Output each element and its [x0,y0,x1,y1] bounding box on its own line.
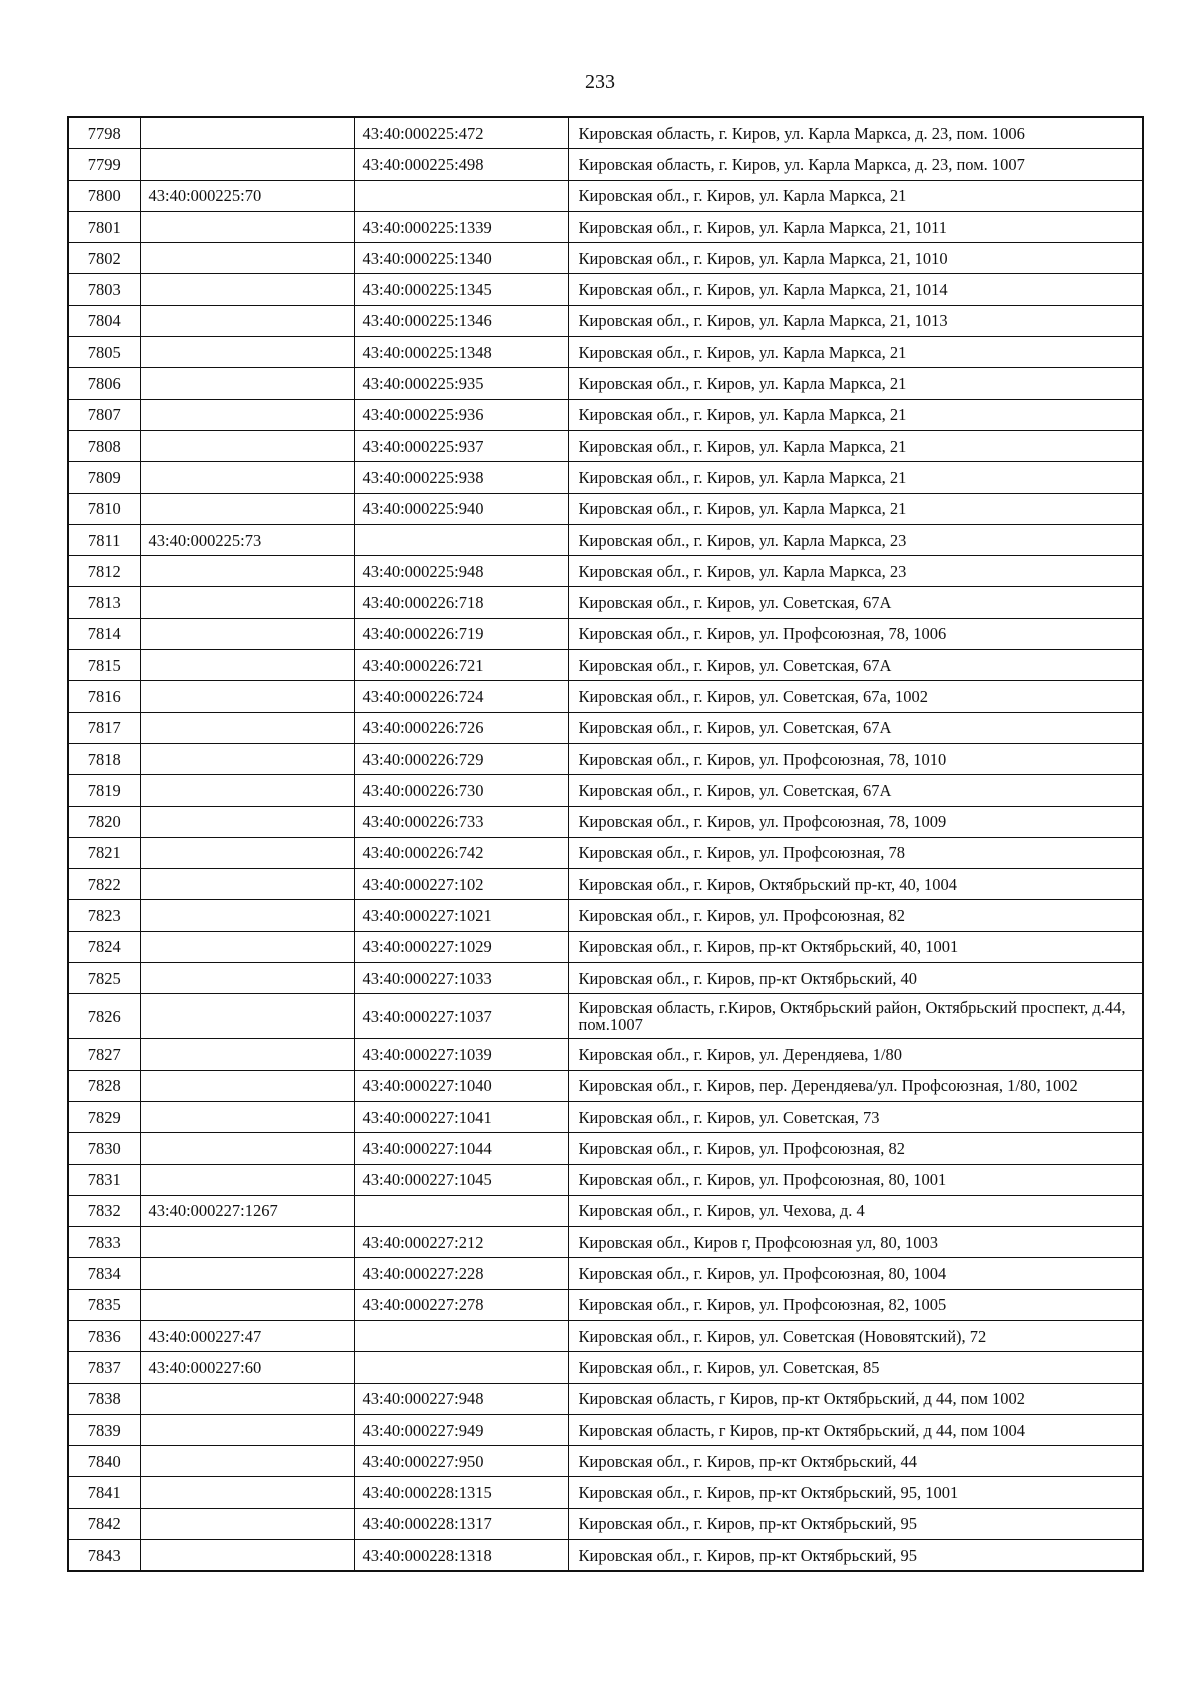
table-row [68,806,1143,837]
land-plot-cadastral-cell [140,556,354,587]
land-plot-cadastral-cell [140,1383,354,1414]
premises-cadastral-cell: 43:40:000226:721 [354,650,568,681]
row-number-cell: 7830 [68,1133,140,1164]
row-number-cell: 7840 [68,1446,140,1477]
premises-cadastral-cell: 43:40:000226:742 [354,837,568,868]
land-plot-cadastral-cell [140,1039,354,1070]
table-row [68,211,1143,242]
address-cell: Кировская обл., г. Киров, ул. Профсоюзная, 82, 1005 [568,1289,1143,1320]
table-row [68,994,1143,1039]
premises-cadastral-cell: 43:40:000226:733 [354,806,568,837]
premises-cadastral-cell: 43:40:000227:949 [354,1414,568,1445]
row-number-cell: 7816 [68,681,140,712]
land-plot-cadastral-cell [140,1101,354,1132]
land-plot-cadastral-cell [140,1164,354,1195]
premises-cadastral-cell: 43:40:000228:1318 [354,1540,568,1572]
table-row [68,1508,1143,1539]
table-row [68,1320,1143,1351]
premises-cadastral-cell: 43:40:000225:948 [354,556,568,587]
row-number-cell: 7839 [68,1414,140,1445]
row-number-cell: 7825 [68,963,140,994]
address-cell: Кировская обл., г. Киров, ул. Профсоюзная, 80, 1004 [568,1258,1143,1289]
premises-cadastral-cell: 43:40:000226:719 [354,618,568,649]
premises-cadastral-cell: 43:40:000225:1345 [354,274,568,305]
row-number-cell: 7821 [68,837,140,868]
row-number-cell: 7823 [68,900,140,931]
row-number-cell: 7808 [68,430,140,461]
land-plot-cadastral-cell [140,337,354,368]
land-plot-cadastral-cell: 43:40:000225:70 [140,180,354,211]
row-number-cell: 7835 [68,1289,140,1320]
land-plot-cadastral-cell [140,806,354,837]
address-cell: Кировская обл., г. Киров, ул. Советская, 67А [568,587,1143,618]
table-row [68,1414,1143,1445]
row-number-cell: 7805 [68,337,140,368]
row-number-cell: 7843 [68,1540,140,1572]
address-cell: Кировская обл., г. Киров, ул. Советская, 67а, 1002 [568,681,1143,712]
premises-cadastral-cell: 43:40:000226:718 [354,587,568,618]
address-cell: Кировская обл., г. Киров, ул. Карла Маркса, 21 [568,430,1143,461]
address-cell: Кировская обл., г. Киров, ул. Профсоюзная, 82 [568,900,1143,931]
table-row [68,618,1143,649]
table-row [68,368,1143,399]
property-registry-table [67,116,1144,1572]
premises-cadastral-cell: 43:40:000226:724 [354,681,568,712]
table-row [68,430,1143,461]
land-plot-cadastral-cell [140,1414,354,1445]
land-plot-cadastral-cell [140,1540,354,1572]
row-number-cell: 7842 [68,1508,140,1539]
row-number-cell: 7811 [68,524,140,555]
row-number-cell: 7824 [68,931,140,962]
row-number-cell: 7802 [68,243,140,274]
premises-cadastral-cell: 43:40:000225:472 [354,117,568,149]
land-plot-cadastral-cell: 43:40:000227:60 [140,1352,354,1383]
address-cell: Кировская обл., г. Киров, ул. Карла Маркса, 21 [568,180,1143,211]
premises-cadastral-cell: 43:40:000227:278 [354,1289,568,1320]
table-row [68,900,1143,931]
address-cell: Кировская обл., г. Киров, пр-кт Октябрьский, 95 [568,1508,1143,1539]
address-cell: Кировская обл., г. Киров, ул. Карла Маркса, 23 [568,524,1143,555]
row-number-cell: 7837 [68,1352,140,1383]
address-cell: Кировская обл., г. Киров, ул. Карла Маркса, 21, 1011 [568,211,1143,242]
table-row [68,305,1143,336]
table-row [68,462,1143,493]
premises-cadastral-cell: 43:40:000227:1041 [354,1101,568,1132]
address-cell: Кировская обл., г. Киров, ул. Советская, 67А [568,650,1143,681]
land-plot-cadastral-cell [140,712,354,743]
land-plot-cadastral-cell: 43:40:000225:73 [140,524,354,555]
row-number-cell: 7822 [68,869,140,900]
address-cell: Кировская обл., г. Киров, пр-кт Октябрьский, 40 [568,963,1143,994]
land-plot-cadastral-cell [140,1227,354,1258]
address-cell: Кировская обл., г. Киров, ул. Советская, 67А [568,712,1143,743]
land-plot-cadastral-cell [140,900,354,931]
address-cell: Кировская обл., Киров г, Профсоюзная ул, 80, 1003 [568,1227,1143,1258]
table-row [68,837,1143,868]
row-number-cell: 7804 [68,305,140,336]
land-plot-cadastral-cell [140,837,354,868]
land-plot-cadastral-cell [140,994,354,1039]
land-plot-cadastral-cell [140,1446,354,1477]
address-cell: Кировская обл., г. Киров, ул. Карла Маркса, 21, 1013 [568,305,1143,336]
row-number-cell: 7832 [68,1195,140,1226]
row-number-cell: 7800 [68,180,140,211]
table-row [68,963,1143,994]
table-row [68,493,1143,524]
row-number-cell: 7834 [68,1258,140,1289]
table-row [68,337,1143,368]
table-row [68,1477,1143,1508]
land-plot-cadastral-cell [140,117,354,149]
table-row [68,1227,1143,1258]
premises-cadastral-cell: 43:40:000226:726 [354,712,568,743]
table-row [68,1070,1143,1101]
land-plot-cadastral-cell [140,430,354,461]
address-cell: Кировская обл., г. Киров, ул. Советская, 67А [568,775,1143,806]
row-number-cell: 7826 [68,994,140,1039]
premises-cadastral-cell: 43:40:000227:950 [354,1446,568,1477]
address-cell: Кировская область, г Киров, пр-кт Октябрьский, д 44, пом 1002 [568,1383,1143,1414]
table-row [68,1133,1143,1164]
address-cell: Кировская область, г. Киров, ул. Карла Маркса, д. 23, пом. 1006 [568,117,1143,149]
land-plot-cadastral-cell: 43:40:000227:1267 [140,1195,354,1226]
address-cell: Кировская обл., г. Киров, ул. Профсоюзная, 80, 1001 [568,1164,1143,1195]
row-number-cell: 7833 [68,1227,140,1258]
table-row [68,556,1143,587]
land-plot-cadastral-cell [140,1258,354,1289]
land-plot-cadastral-cell [140,399,354,430]
address-cell: Кировская обл., г. Киров, пр-кт Октябрьский, 95, 1001 [568,1477,1143,1508]
premises-cadastral-cell: 43:40:000225:1339 [354,211,568,242]
address-cell: Кировская обл., г. Киров, ул. Карла Маркса, 21, 1010 [568,243,1143,274]
address-cell: Кировская область, г.Киров, Октябрьский район, Октябрьский проспект, д.44, пом.1007 [568,994,1143,1039]
address-cell: Кировская обл., г. Киров, пр-кт Октябрьский, 40, 1001 [568,931,1143,962]
row-number-cell: 7807 [68,399,140,430]
table-row [68,931,1143,962]
land-plot-cadastral-cell [140,650,354,681]
address-cell: Кировская область, г Киров, пр-кт Октябрьский, д 44, пом 1004 [568,1414,1143,1445]
table-row [68,149,1143,180]
land-plot-cadastral-cell [140,618,354,649]
row-number-cell: 7838 [68,1383,140,1414]
table-row [68,743,1143,774]
land-plot-cadastral-cell [140,305,354,336]
row-number-cell: 7828 [68,1070,140,1101]
table-row [68,1446,1143,1477]
table-row [68,1258,1143,1289]
premises-cadastral-cell: 43:40:000225:936 [354,399,568,430]
table-row [68,180,1143,211]
row-number-cell: 7806 [68,368,140,399]
land-plot-cadastral-cell [140,931,354,962]
land-plot-cadastral-cell [140,1133,354,1164]
premises-cadastral-cell [354,180,568,211]
premises-cadastral-cell: 43:40:000227:1045 [354,1164,568,1195]
table-row [68,524,1143,555]
premises-cadastral-cell [354,524,568,555]
premises-cadastral-cell: 43:40:000225:498 [354,149,568,180]
premises-cadastral-cell: 43:40:000227:102 [354,869,568,900]
address-cell: Кировская обл., г. Киров, ул. Советская, 73 [568,1101,1143,1132]
premises-cadastral-cell: 43:40:000227:1039 [354,1039,568,1070]
address-cell: Кировская обл., г. Киров, ул. Профсоюзная, 78, 1009 [568,806,1143,837]
table-row [68,1352,1143,1383]
land-plot-cadastral-cell [140,1070,354,1101]
address-cell: Кировская обл., г. Киров, ул. Профсоюзная, 78 [568,837,1143,868]
premises-cadastral-cell: 43:40:000227:1044 [354,1133,568,1164]
address-cell: Кировская обл., г. Киров, ул. Карла Маркса, 21, 1014 [568,274,1143,305]
address-cell: Кировская обл., г. Киров, ул. Профсоюзная, 78, 1010 [568,743,1143,774]
premises-cadastral-cell: 43:40:000227:1033 [354,963,568,994]
premises-cadastral-cell: 43:40:000226:730 [354,775,568,806]
table-row [68,1540,1143,1572]
address-cell: Кировская обл., г. Киров, пр-кт Октябрьский, 95 [568,1540,1143,1572]
table-row [68,869,1143,900]
table-row [68,399,1143,430]
row-number-cell: 7817 [68,712,140,743]
table-row [68,650,1143,681]
land-plot-cadastral-cell [140,743,354,774]
premises-cadastral-cell [354,1195,568,1226]
land-plot-cadastral-cell [140,963,354,994]
land-plot-cadastral-cell [140,775,354,806]
address-cell: Кировская обл., г. Киров, ул. Карла Маркса, 21 [568,462,1143,493]
premises-cadastral-cell: 43:40:000225:940 [354,493,568,524]
premises-cadastral-cell: 43:40:000227:1040 [354,1070,568,1101]
premises-cadastral-cell: 43:40:000225:1346 [354,305,568,336]
row-number-cell: 7799 [68,149,140,180]
land-plot-cadastral-cell [140,1289,354,1320]
land-plot-cadastral-cell [140,368,354,399]
premises-cadastral-cell: 43:40:000225:935 [354,368,568,399]
address-cell: Кировская обл., г. Киров, ул. Карла Маркса, 21 [568,368,1143,399]
registry-table-body [68,117,1143,1571]
address-cell: Кировская обл., г. Киров, пр-кт Октябрьский, 44 [568,1446,1143,1477]
row-number-cell: 7798 [68,117,140,149]
address-cell: Кировская обл., г. Киров, ул. Чехова, д. 4 [568,1195,1143,1226]
row-number-cell: 7815 [68,650,140,681]
table-row [68,1164,1143,1195]
premises-cadastral-cell: 43:40:000225:938 [354,462,568,493]
address-cell: Кировская обл., г. Киров, пер. Дерендяева/ул. Профсоюзная, 1/80, 1002 [568,1070,1143,1101]
row-number-cell: 7812 [68,556,140,587]
premises-cadastral-cell: 43:40:000227:212 [354,1227,568,1258]
address-cell: Кировская обл., г. Киров, ул. Карла Маркса, 21 [568,493,1143,524]
premises-cadastral-cell: 43:40:000225:1348 [354,337,568,368]
address-cell: Кировская обл., г. Киров, ул. Советская (Нововятский), 72 [568,1320,1143,1351]
row-number-cell: 7829 [68,1101,140,1132]
premises-cadastral-cell [354,1320,568,1351]
row-number-cell: 7814 [68,618,140,649]
land-plot-cadastral-cell [140,243,354,274]
page-number: 233 [585,71,615,93]
premises-cadastral-cell [354,1352,568,1383]
premises-cadastral-cell: 43:40:000228:1315 [354,1477,568,1508]
premises-cadastral-cell: 43:40:000227:228 [354,1258,568,1289]
premises-cadastral-cell: 43:40:000226:729 [354,743,568,774]
land-plot-cadastral-cell [140,149,354,180]
table-row [68,681,1143,712]
address-cell: Кировская обл., г. Киров, ул. Профсоюзная, 78, 1006 [568,618,1143,649]
land-plot-cadastral-cell: 43:40:000227:47 [140,1320,354,1351]
address-cell: Кировская обл., г. Киров, ул. Дерендяева, 1/80 [568,1039,1143,1070]
land-plot-cadastral-cell [140,1477,354,1508]
land-plot-cadastral-cell [140,493,354,524]
table-row [68,274,1143,305]
address-cell: Кировская обл., г. Киров, ул. Карла Маркса, 21 [568,337,1143,368]
land-plot-cadastral-cell [140,462,354,493]
premises-cadastral-cell: 43:40:000227:1029 [354,931,568,962]
row-number-cell: 7813 [68,587,140,618]
row-number-cell: 7831 [68,1164,140,1195]
address-cell: Кировская обл., г. Киров, ул. Карла Маркса, 21 [568,399,1143,430]
premises-cadastral-cell: 43:40:000227:1021 [354,900,568,931]
table-row [68,1289,1143,1320]
row-number-cell: 7827 [68,1039,140,1070]
row-number-cell: 7803 [68,274,140,305]
address-cell: Кировская обл., г. Киров, ул. Профсоюзная, 82 [568,1133,1143,1164]
row-number-cell: 7801 [68,211,140,242]
table-row [68,1101,1143,1132]
row-number-cell: 7820 [68,806,140,837]
premises-cadastral-cell: 43:40:000228:1317 [354,1508,568,1539]
table-row [68,712,1143,743]
premises-cadastral-cell: 43:40:000227:1037 [354,994,568,1039]
row-number-cell: 7809 [68,462,140,493]
address-cell: Кировская обл., г. Киров, ул. Карла Маркса, 23 [568,556,1143,587]
address-cell: Кировская обл., г. Киров, ул. Советская, 85 [568,1352,1143,1383]
table-row [68,587,1143,618]
premises-cadastral-cell: 43:40:000225:937 [354,430,568,461]
row-number-cell: 7818 [68,743,140,774]
row-number-cell: 7841 [68,1477,140,1508]
land-plot-cadastral-cell [140,681,354,712]
land-plot-cadastral-cell [140,869,354,900]
land-plot-cadastral-cell [140,587,354,618]
land-plot-cadastral-cell [140,274,354,305]
address-cell: Кировская обл., г. Киров, Октябрьский пр-кт, 40, 1004 [568,869,1143,900]
land-plot-cadastral-cell [140,1508,354,1539]
premises-cadastral-cell: 43:40:000227:948 [354,1383,568,1414]
table-row [68,243,1143,274]
row-number-cell: 7819 [68,775,140,806]
table-row [68,775,1143,806]
table-row [68,1039,1143,1070]
row-number-cell: 7836 [68,1320,140,1351]
table-row [68,1195,1143,1226]
address-cell: Кировская область, г. Киров, ул. Карла Маркса, д. 23, пом. 1007 [568,149,1143,180]
table-row [68,117,1143,149]
land-plot-cadastral-cell [140,211,354,242]
table-row [68,1383,1143,1414]
row-number-cell: 7810 [68,493,140,524]
premises-cadastral-cell: 43:40:000225:1340 [354,243,568,274]
